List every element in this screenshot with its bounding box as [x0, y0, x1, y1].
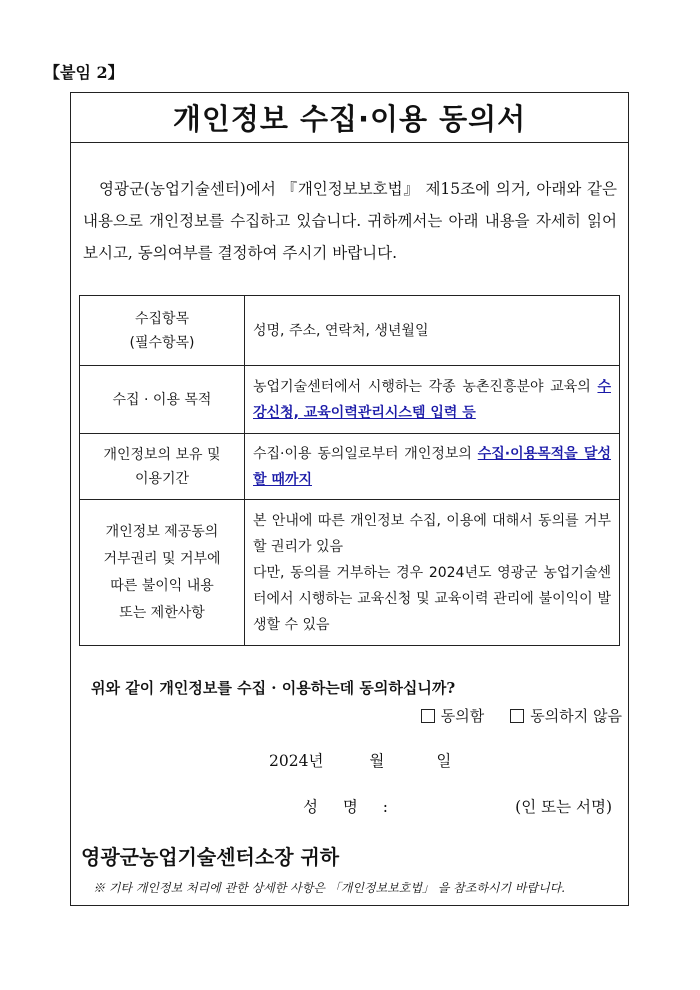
signature-instruction[interactable]: (인 또는 서명) [515, 798, 612, 816]
row-label-line: 수집항목 [134, 310, 190, 327]
table-row [80, 434, 620, 500]
table-row [80, 366, 620, 434]
row-label [80, 434, 245, 500]
footnote: ※ 기타 개인정보 처리에 관한 상세한 사항은 「개인정보보호법」 을 참조하시기 바랍니다. [93, 881, 566, 895]
signature-label: 성 명 : [303, 798, 399, 816]
row-value [245, 366, 620, 434]
row-value [245, 434, 620, 500]
row-label-line: (필수항목) [129, 334, 195, 351]
consent-options [421, 705, 622, 726]
intro-paragraph: 영광군(농업기술센터)에서 『개인정보보호법』 제15조에 의거, 아래와 같은 내용으로 개인정보를 수집하고 있습니다. 귀하께서는 아래 내용을 자세히 읽어 보시고, 동의여부를 결정하여 주시기 바랍니다. [83, 180, 617, 262]
agree-checkbox[interactable] [421, 709, 435, 723]
row-label-line: 이용기간 [134, 470, 190, 487]
date-day[interactable]: 일 [436, 752, 452, 770]
row-label-line: 거부권리 및 거부에 [103, 550, 221, 567]
row-label-line: 또는 제한사항 [119, 604, 205, 621]
form-title: 개인정보 수집·이용 동의서 [71, 93, 628, 143]
row-label: 수집 · 이용 목적 [80, 366, 245, 434]
row-value-text: 수집·이용 동의일로부터 개인정보의 [253, 445, 478, 462]
row-value: 성명, 주소, 연락처, 생년월일 [245, 296, 620, 366]
row-value-text: 농업기술센터에서 시행하는 각종 농촌진흥분야 교육의 [253, 378, 598, 395]
date-year: 2024년 [269, 752, 324, 770]
row-label-line: 개인정보 제공동의 [105, 523, 219, 540]
row-label [80, 500, 245, 646]
table-row [80, 500, 620, 646]
row-label-line: 따른 불이익 내용 [110, 577, 214, 594]
row-value-text: 다만, 동의를 거부하는 경우 2024년도 영광군 농업기술센터에서 시행하는 교육신청 및 교육이력 관리에 불이익이 발생할 수 있음 [253, 564, 611, 633]
attachment-label: 【붙임 2】 [44, 63, 124, 82]
date-month[interactable]: 월 [369, 752, 385, 770]
agree-label: 동의함 [440, 707, 485, 725]
row-value-highlight: 수집·이용목적을 달성할 때까지 [253, 445, 611, 488]
row-value-highlight: 수강신청, 교육이력관리시스템 입력 등 [253, 378, 611, 421]
disagree-checkbox[interactable] [510, 709, 524, 723]
consent-form [70, 92, 629, 906]
agree-option[interactable] [421, 705, 484, 726]
row-label-line: 개인정보의 보유 및 [103, 446, 221, 463]
date-line [269, 749, 451, 771]
info-table [79, 295, 620, 646]
disagree-option[interactable] [510, 705, 622, 726]
consent-question: 위와 같이 개인정보를 수집 · 이용하는데 동의하십니까? [91, 679, 456, 697]
row-value [245, 500, 620, 646]
disagree-label: 동의하지 않음 [530, 707, 622, 725]
row-value-text: 본 안내에 따른 개인정보 수집, 이용에 대해서 동의를 거부할 권리가 있음 [253, 512, 611, 555]
row-label [80, 296, 245, 366]
addressee: 영광군농업기술센터소장 귀하 [81, 845, 340, 869]
table-row [80, 296, 620, 366]
